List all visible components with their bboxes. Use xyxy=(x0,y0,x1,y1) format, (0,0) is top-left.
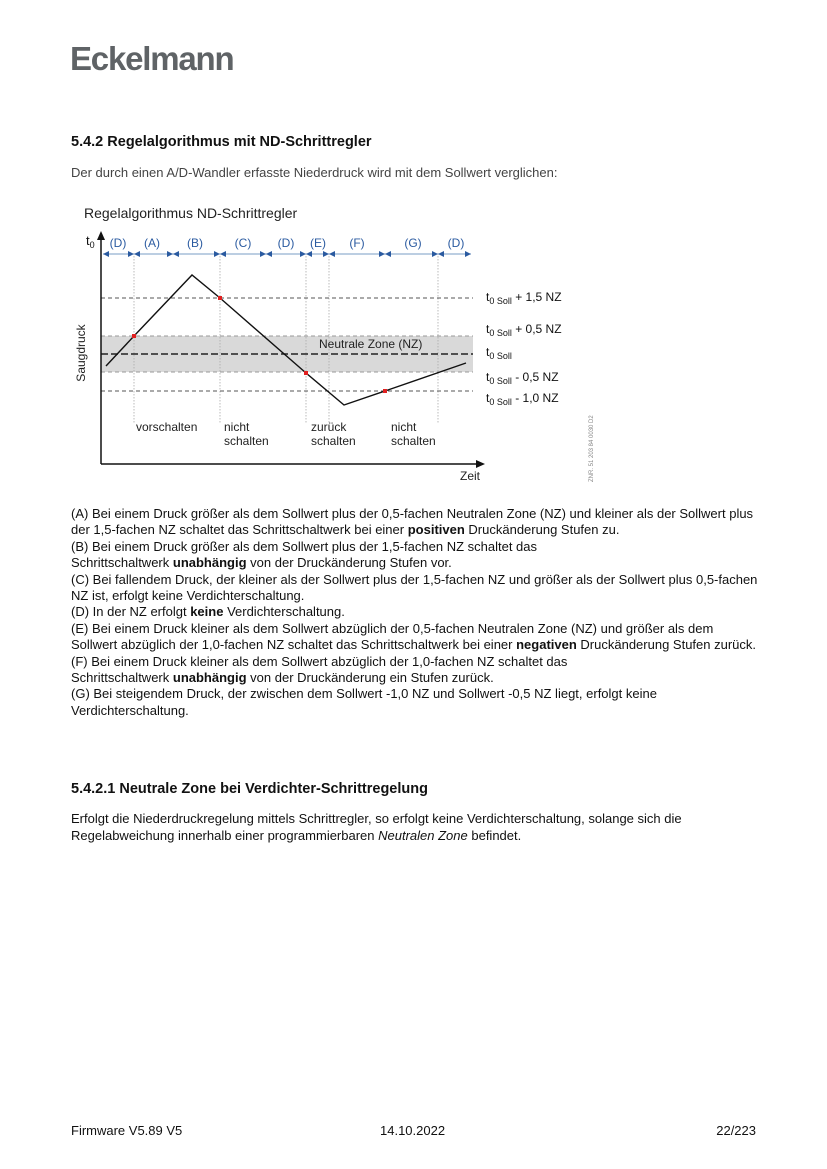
control-algorithm-diagram xyxy=(60,198,620,493)
svg-text:nicht: nicht xyxy=(224,420,250,434)
footer-date: 14.10.2022 xyxy=(380,1123,446,1138)
svg-text:zurück: zurück xyxy=(311,420,347,434)
svg-text:(F): (F) xyxy=(349,236,365,250)
description-g: (G) Bei steigendem Druck, der zwischen dem Sollwert -1,0 NZ und Sollwert -0,5 NZ liegt, erfolgt keine Verdichterschaltung. xyxy=(71,686,657,718)
svg-text:(G): (G) xyxy=(404,236,422,250)
level-labels xyxy=(486,290,562,407)
description-e: (E) Bei einem Druck kleiner als dem Sollwert abzüglich der 0,5-fachen Neutralen Zone (NZ) und größer als dem Sollwert abzüglich der 1,0-fachen NZ schaltet das Schrittschaltwerk bei einer negativen Druckänderung Stufen zurück. xyxy=(71,620,757,653)
svg-text:t0 Soll: $t_{0 Soll}$ xyxy=(486,345,512,361)
x-axis-label: Zeit xyxy=(460,469,481,483)
section-heading: 5.4.2 Regelalgorithmus mit ND-Schrittregler xyxy=(71,134,372,150)
region-labels xyxy=(110,236,465,250)
svg-text:(C): (C) xyxy=(234,236,252,250)
switch-annotations xyxy=(136,420,436,448)
footer-page-number: 22/223 xyxy=(716,1123,756,1138)
chart-title: Regelalgorithmus ND-Schrittregler xyxy=(84,205,298,221)
y-axis-arrow-icon xyxy=(97,231,105,240)
description-list xyxy=(71,506,761,719)
description-c: (C) Bei fallendem Druck, der kleiner als der Sollwert plus der 1,5-fachen NZ und größer als der Sollwert plus 0,5-fachen NZ ist, erfolgt keine Verdichterschaltung. xyxy=(71,571,758,604)
svg-text:t0 Soll - 0,5 NZ: $t_{0 Soll} - 0,5$ NZ xyxy=(486,370,559,386)
svg-text:(E): (E) xyxy=(310,236,326,250)
svg-text:(D): (D) xyxy=(277,236,295,250)
company-logo: Eckelmann xyxy=(70,40,234,77)
svg-text:(D): (D) xyxy=(447,236,465,250)
footer-firmware: Firmware V5.89 V5 xyxy=(71,1123,183,1138)
region-arrows xyxy=(103,251,471,257)
drawing-id: ZNR. 51 203 84 0030 D2 xyxy=(589,415,595,482)
intro-text: Der durch einen A/D-Wandler erfasste Niederdruck wird mit dem Sollwert verglichen: xyxy=(71,165,558,180)
svg-text:schalten: schalten xyxy=(391,434,436,448)
neutral-zone-label: Neutrale Zone (NZ) xyxy=(319,337,423,351)
svg-text:schalten: schalten xyxy=(311,434,356,448)
description-a: (A) Bei einem Druck größer als dem Sollwert plus der 0,5-fachen Neutralen Zone (NZ) und kleiner als der Sollwert plus der 1,5-fachen NZ schaltet das Schrittschaltwerk bei einer positiven Druckänderung Stufen zu. xyxy=(71,506,754,538)
subsection-heading: 5.4.2.1 Neutrale Zone bei Verdichter-Schrittregelung xyxy=(71,781,428,797)
x-axis-arrow-icon xyxy=(476,460,485,468)
svg-text:schalten: schalten xyxy=(224,434,269,448)
y-axis-symbol: $t_0$ xyxy=(86,233,95,250)
svg-text:(A): (A) xyxy=(144,236,160,250)
svg-text:vorschalten: vorschalten xyxy=(136,420,198,434)
svg-text:(D): (D) xyxy=(109,236,127,250)
svg-text:(B): (B) xyxy=(187,236,203,250)
svg-text:t0 Soll + 0,5 NZ: $t_{0 Soll} + 0,5$ NZ xyxy=(486,322,562,338)
description-d: (D) In der NZ erfolgt keine Verdichterschaltung. xyxy=(71,604,345,620)
y-axis-label: Saugdruck xyxy=(74,324,88,382)
svg-text:t0 Soll + 1,5 NZ: $t_{0 Soll} + 1,5$ NZ xyxy=(486,290,562,306)
description-f: (F) Bei einem Druck kleiner als dem Sollwert abzüglich der 1,0-fachen NZ schaltet das Schrittschaltwerk unabhängig von der Druckänderung ein Stufen zurück. xyxy=(71,653,568,686)
svg-text:nicht: nicht xyxy=(391,420,417,434)
svg-text:t0 Soll - 1,0 NZ: $t_{0 Soll} - 1,0$ NZ xyxy=(486,391,559,407)
subsection-text: Erfolgt die Niederdruckregelung mittels Schrittregler, so erfolgt keine Verdichterschaltung, solange sich die Regelabweichung innerhalb einer programmierbaren Neutralen Zone befindet. xyxy=(71,811,682,843)
description-b: (B) Bei einem Druck größer als dem Sollwert plus der 1,5-fachen NZ schaltet das Schrittschaltwerk unabhängig von der Druckänderung Stufen vor. xyxy=(71,538,541,571)
